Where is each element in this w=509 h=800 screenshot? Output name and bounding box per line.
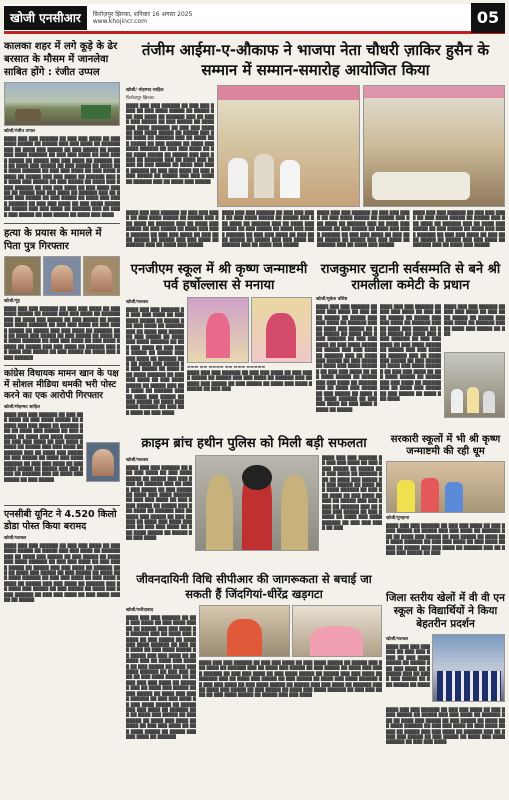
headline-father-son-arrest: हत्या के प्रयास के मामले में पिता पुत्र गिरफ्तार xyxy=(4,228,102,252)
sarkari-section xyxy=(386,434,505,575)
sports-body-col1: ████ ███ ███ ██████ ██ ███ ███ ████ ██ ███ ████ █████ ██ █████ ███ ███ ████ ██ ██████ ███ ██ ████ ███ █████ ██ ███ █████ ██ ████ xyxy=(386,644,430,687)
janmashtami-body-text-2: ████ ███ ███ ██████ ██ ███ ███ ████ ██ ███ ████ █████ ██ █████ ███ ███ ████ ██ ██████ ███ ██ ████ ███ █████ ██ ███ █████ ██ ████ ███ ████ ██████ ██ ███ ███ xyxy=(187,370,312,392)
cpr-photo-2 xyxy=(292,605,383,657)
kalka-garbage-photo xyxy=(4,82,120,126)
congress-body-text: ████ ███ ███ ██████ ██ ███ ███ ████ ██ ███ ████ █████ ██ █████ ███ ███ ████ ██ ██████ ███ ██ ████ ███ █████ ██ ███ █████ ██ ████ ███ ████ ██████ ██ ███ ███ ████ ██ ███ ████ █████ ██ █████ ███ ███ ████ ██ ██████ ███ ██ ████ ███ █████ ██ ███ █████ ██ ████ ███ ████ ██████ ██ ███ ███ ████ ██ ███ ████ █████ ██ █████ ███ ███ ████ ██ ██████ ███ ██ ████ ███ █████ ██ ███ █████ xyxy=(4,412,83,482)
sarkari-byline: खोजी/पुनहाना xyxy=(386,516,410,521)
arrest-body-text: ████ ███ ███ ██████ ██ ███ ███ ████ ██ ███ ████ █████ ██ █████ ███ ███ ████ ██ ██████ ███ ██ ████ ███ █████ ██ ███ █████ ██ ████ ███ ████ ██████ ██ ███ ███ ████ ██ ███ ████ █████ ██ █████ ███ ███ ████ ██ ██████ ███ ██ ████ ███ █████ ██ ███ █████ ██ ████ ███ ████ ██████ ██ ███ ███ ████ ██ ███ ████ █████ ██ █████ ███ ███ ████ ██ ██████ ███ ██ ████ ███ █████ ██ ███ █████ ██ ████ ███ ████ ██████ xyxy=(4,306,120,360)
sarkari-body-text: ████ ███ ███ ██████ ██ ███ ███ ████ ██ ███ ████ █████ ██ █████ ███ ███ ████ ██ ██████ ███ ██ ████ ███ █████ ██ ███ █████ ██ ████ ███ ████ ██████ ██ ███ ███ ████ ██ ███ ████ █████ ██ █████ ███ ███ ████ ██ ██████ ███ ██ ████ ███ █████ ██ ███ xyxy=(386,523,505,556)
ramleela-body-col3: ████ ███ ███ ██████ ██ ███ ███ ████ ██ ███ ████ █████ ██ █████ ███ ███ ████ ██ ██████ ███ ██ ████ ███ █████ ██ ███ xyxy=(444,304,505,337)
sarkari-photo xyxy=(386,461,505,513)
ramleela-section xyxy=(316,262,505,420)
main-body-col3: ████ ███ ███ ██████ ██ ███ ███ ████ ██ ███ ████ █████ ██ █████ ███ ███ ████ ██ ██████ ███ ██ ████ ███ █████ ██ ███ █████ ██ ████ ███ ████ ██████ ██ ███ ███ ████ ██ ███ ████ █████ ██ █████ ███ ███ ████ ██ ██████ ███ ██ ████ ███ █████ xyxy=(221,210,314,248)
ncb-body-text: ████ ███ ███ ██████ ██ ███ ███ ████ ██ ███ ████ █████ ██ █████ ███ ███ ████ ██ ██████ ███ ██ ████ ███ █████ ██ ███ █████ ██ ████ ███ ████ ██████ ██ ███ ███ ████ ██ ███ ████ █████ ██ █████ ███ ███ ████ ██ ██████ ███ ██ ████ ███ █████ ██ ███ █████ ██ ████ ███ ████ ██████ ██ ███ ███ ████ ██ ███ ████ █████ ██ █████ ███ ███ ████ ██ ██████ ███ ██ ████ ███ █████ ██ ███ █████ ██ ████ ███ ████ ██████ ██ ███ ███ ████ ██ ███ ████ █████ ██ █████ xyxy=(4,543,120,603)
cpr-headline: जीवनदायिनी विधि सीपीआर की जागरूकता से बचाई जा सकती हैं जिंदगियां-धीरेंद्र खड़गटा xyxy=(136,572,372,601)
arrest-byline: खोजी/नूंह xyxy=(4,299,20,304)
janmashtami-photo-2 xyxy=(251,297,313,363)
ramleela-headline: राजकुमार चुटानी सर्वसम्मति से बने श्री रामलीला कमेटी के प्रधान xyxy=(320,262,501,293)
sports-byline: खोजी/पलवल xyxy=(386,637,409,642)
accused-photo-1 xyxy=(4,256,41,296)
janmashtami-body-text: ████ ███ ███ ██████ ██ ███ ███ ████ ██ ███ ████ █████ ██ █████ ███ ███ ████ ██ ██████ ███ ██ ████ ███ █████ ██ ███ █████ ██ ████ ███ ████ ██████ ██ ███ ███ ████ ██ ███ ████ █████ ██ █████ ███ ███ ████ ██ ██████ ███ ██ ████ ███ █████ ██ ███ █████ ██ ████ ███ ████ ██████ ██ ███ ███ ████ ██ ███ ████ █████ ██ █████ ███ ███ ████ ██ ██████ ███ ██ ████ ███ █████ ██ ███ █████ ██ ████ ███ ████ ██████ ██ ███ ███ ████ ██ ███ ████ xyxy=(126,307,184,415)
cpr-photo-1 xyxy=(199,605,290,657)
sarkari-headline: सरकारी स्कूलों में भी श्री कृष्ण जन्माष्टमी की रही धूम xyxy=(390,434,501,457)
main-ceremony-photo-2 xyxy=(363,85,506,207)
website-line: www.khojincr.com xyxy=(92,17,147,25)
sports-body-col2: ████ ███ ███ ██████ ██ ███ ███ ████ ██ ███ ████ █████ ██ █████ ███ ███ ████ ██ ██████ ███ ██ ████ ███ █████ ██ ███ █████ ██ ████ ███ ████ ██████ ██ ███ ███ ████ ██ ███ ████ █████ ██ █████ ███ ███ ████ ██ ██████ ███ ██ ████ ███ █████ ██ ███ █████ ██ ████ ███ ████ ██████ ██ ███ ███ ████ xyxy=(386,707,505,745)
sports-team-photo xyxy=(432,634,505,702)
crime-section xyxy=(126,436,382,553)
congress-byline: खोजी/मोहम्मद साहिल xyxy=(4,405,41,410)
headline-congress-post: कांग्रेस विधायक मामन खान के पक्ष में सोशल मीडिया धमकी भरी पोस्ट करने का एक आरोपी गिरफ्तार xyxy=(4,369,119,401)
kalka-body-text: ████ ███ ███ ██████ ██ ███ ███ ████ ██ ███ ████ █████ ██ █████ ███ ███ ████ ██ ██████ ███ ██ ████ ███ █████ ██ ███ █████ ██ ████ ███ ████ ██████ ██ ███ ███ ████ ██ ███ ████ █████ ██ █████ ███ ███ ████ ██ ██████ ███ ██ ████ ███ █████ ██ ███ █████ ██ ████ ███ ████ ██████ ██ ███ ███ ████ ██ ███ ████ █████ ██ █████ ███ ███ ████ ██ ██████ ███ ██ ████ ███ █████ ██ ███ █████ ██ ████ ███ ████ ██████ ██ ███ ███ ████ ██ ███ ████ █████ ██ █████ ███ ███ ████ ██ ██████ ███ ██ ████ ███ █████ ██ ███ █████ ██ ████ ███ ████ ██████ ██ ███ ███ ████ ██ ███ ████ █████ ██ █████ ███ ███ ████ ██ ██████ ███ ██ ████ ███ █████ ██ ███ █████ ██ ████ ███ ████ xyxy=(4,136,120,217)
page-number: 05 xyxy=(471,3,505,33)
janmashtami-byline: खोजी/पलवल xyxy=(126,300,149,305)
cpr-byline: खोजी/फरीदाबाद xyxy=(126,608,154,613)
masthead xyxy=(4,4,505,34)
headline-ncb-doda: एनसीबी यूनिट ने 4.520 किलो डोडा पोस्त किया बरामद xyxy=(4,509,117,532)
main-story xyxy=(126,85,505,258)
accused-photo-2 xyxy=(43,256,80,296)
janmashtami-photo-1 xyxy=(187,297,249,363)
janmashtami-section xyxy=(126,262,312,421)
crime-headline: क्राइम ब्रांच हथीन पुलिस को मिली बड़ी सफलता xyxy=(141,436,367,451)
sports-section xyxy=(386,592,505,777)
brand-title: खोजी एनसीआर xyxy=(4,6,87,30)
cpr-body-col2: ████ ███ ███ ██████ ██ ███ ███ ████ ██ ███ ████ █████ ██ █████ ███ ███ ████ ██ ██████ ███ ██ ████ ███ █████ ██ ███ █████ ██ ████ ███ ████ ██████ ██ ███ ███ ████ ██ ███ ████ █████ ██ █████ ███ ███ ████ ██ ██████ ███ ██ ████ ███ █████ ██ ███ █████ ██ ████ ███ ████ ██████ ██ ███ ███ ████ ██ ███ ████ █████ ██ █████ ███ ███ ████ ██ ██████ ███ ██ ████ ███ █████ ██ ███ █████ ██ ████ ███ ████ ██████ ██ ███ ███ ████ ██ ███ ████ █████ ██ █████ ███ ███ ████ xyxy=(199,660,382,698)
crime-byline: खोजी/पलवल xyxy=(126,458,149,463)
ramleela-body-col2: ████ ███ ███ ██████ ██ ███ ███ ████ ██ ███ ████ █████ ██ █████ ███ ███ ████ ██ ██████ ███ ██ ████ ███ █████ ██ ███ █████ ██ ████ ███ ████ ██████ ██ ███ ███ ████ ██ ███ ████ █████ ██ █████ ███ ███ ████ ██ ██████ ███ ██ ████ ███ █████ ██ ███ █████ ██ ████ ███ ████ ██████ ██ ███ ███ ████ ██ ███ ████ █████ ██ █████ ███ ███ ████ ██ ██████ ███ ██ ████ ███ █████ ██ ███ █████ ██ ████ ███ ████ xyxy=(380,304,441,401)
headline-kalka: कालका शहर में लगे कूड़े के ढेर बरसात के मौसम में जानलेवा साबित होंगे : रंजीत उप्पल xyxy=(4,41,118,78)
congress-accused-photo xyxy=(86,442,120,482)
main-ceremony-photo-1 xyxy=(217,85,360,207)
main-byline: खोजी/ मोहम्मद साहिल xyxy=(126,88,164,93)
date-line: फ़िरोज़पुर झिरका, शनिवार 16 अगस्त 2025 xyxy=(92,10,193,18)
janmashtami-caption: ▬▬▬ ▬▬ ▬▬▬▬ ▬▬ ▬▬▬ ▬▬▬▬▬ xyxy=(187,364,266,369)
cpr-body-col1: ████ ███ ███ ██████ ██ ███ ███ ████ ██ ███ ████ █████ ██ █████ ███ ███ ████ ██ ██████ ███ ██ ████ ███ █████ ██ ███ █████ ██ ████ ███ ████ ██████ ██ ███ ███ ████ ██ ███ ████ █████ ██ █████ ███ ███ ████ ██ ██████ ███ ██ ████ ███ █████ ██ ███ █████ ██ ████ ███ ████ ██████ ██ ███ ███ ████ ██ ███ ████ █████ ██ █████ ███ ███ ████ ██ ██████ ███ ██ ████ ███ █████ ██ ███ █████ ██ ████ ███ ████ ██████ ██ ███ ███ ████ ██ ███ ████ █████ ██ █████ ███ ███ ████ ██ ██████ ███ ██ ████ ███ █████ ██ ███ █████ ██ ████ ███ ████ ██████ ██ ███ ███ ████ ██ ███ ████ █████ ██ █████ ███ ███ ████ ██ ██████ xyxy=(126,615,196,739)
main-body-col5: ████ ███ ███ ██████ ██ ███ ███ ████ ██ ███ ████ █████ ██ █████ ███ ███ ████ ██ ██████ ███ ██ ████ ███ █████ ██ ███ █████ ██ ████ ███ ████ ██████ ██ ███ ███ ████ ██ ███ ████ █████ ██ █████ ███ ███ ████ ██ ██████ ███ ██ ████ ███ █████ xyxy=(412,210,505,248)
cpr-section xyxy=(126,572,382,783)
masthead-info xyxy=(93,11,273,25)
sports-headline: जिला स्तरीय खेलों में वी वी एन स्कूल के विद्यार्थियों ने किया बेहतरीन प्रदर्शन xyxy=(386,592,505,630)
janmashtami-headline: एनजीएम स्कूल में श्री कृष्ण जन्माष्टमी पर्व हर्षोल्लास से मनाया xyxy=(130,262,308,293)
main-body-col1: ████ ███ ███ ██████ ██ ███ ███ ████ ██ ███ ████ █████ ██ █████ ███ ███ ████ ██ ██████ ███ ██ ████ ███ █████ ██ ███ █████ ██ ████ ███ ████ ██████ ██ ███ ███ ████ ██ ███ ████ █████ ██ █████ ███ ███ ████ ██ ██████ ███ ██ ████ ███ █████ ██ ███ █████ ██ ████ ███ ████ ██████ ██ ███ ███ ████ ██ ███ ████ █████ ██ █████ ███ ███ ████ ██ ██████ ███ ██ ████ ███ █████ ██ ███ █████ ██ ████ ███ ████ ██████ ██ ███ ███ ████ ██ ███ ████ █████ ██ █████ ███ ███ ████ ██ ██████ ███ ██ ████ ███ █████ xyxy=(126,103,214,184)
main-body-col2: ████ ███ ███ ██████ ██ ███ ███ ████ ██ ███ ████ █████ ██ █████ ███ ███ ████ ██ ██████ ███ ██ ████ ███ █████ ██ ███ █████ ██ ████ ███ ████ ██████ ██ ███ ███ ████ ██ ███ ████ █████ ██ █████ ███ ███ ████ ██ ██████ ███ ██ ████ ███ █████ xyxy=(126,210,219,248)
left-column xyxy=(4,40,120,605)
main-dateline: फ़िरोज़पुर झिरका xyxy=(126,96,154,101)
main-headline: तंजीम आईमा-ए-औकाफ ने भाजपा नेता चौधरी ज़ाकिर हुसैन के सम्मान में सम्मान-समारोह आयोजित किया xyxy=(141,41,490,79)
main-body-col4: ████ ███ ███ ██████ ██ ███ ███ ████ ██ ███ ████ █████ ██ █████ ███ ███ ████ ██ ██████ ███ ██ ████ ███ █████ ██ ███ █████ ██ ████ ███ ████ ██████ ██ ███ ███ ████ ██ ███ ████ █████ ██ █████ ███ ███ ████ ██ ██████ ███ ██ ████ ███ █████ xyxy=(317,210,410,248)
kalka-byline: खोजी/रंजीत उप्पल xyxy=(4,129,35,134)
arrest-photo-row xyxy=(4,256,120,296)
crime-body-col2: ████ ███ ███ ██████ ██ ███ ███ ████ ██ ███ ████ █████ ██ █████ ███ ███ ████ ██ ██████ ███ ██ ████ ███ █████ ██ ███ █████ ██ ████ ███ ████ ██████ ██ ███ ███ ████ ██ ███ ████ █████ ██ █████ ███ ███ ████ ██ ██████ ███ ██ ████ ███ █████ ██ ███ █████ ██ ████ ███ ████ ██████ ██ ███ ███ ████ ██ ███ xyxy=(322,455,382,531)
crime-body-col1: ████ ███ ███ ██████ ██ ███ ███ ████ ██ ███ ████ █████ ██ █████ ███ ███ ████ ██ ██████ ███ ██ ████ ███ █████ ██ ███ █████ ██ ████ ███ ████ ██████ ██ ███ ███ ████ ██ ███ ████ █████ ██ █████ ███ ███ ████ ██ ██████ ███ ██ ████ ███ █████ ██ ███ █████ ██ ████ ███ ████ ██████ ██ ███ ███ ████ ██ ███ ████ █████ ██ █████ ███ ███ ████ xyxy=(126,465,192,541)
crime-arrest-photo xyxy=(195,455,319,551)
ncb-byline: खोजी/पलवल xyxy=(4,536,27,541)
ramleela-body-col1: ████ ███ ███ ██████ ██ ███ ███ ████ ██ ███ ████ █████ ██ █████ ███ ███ ████ ██ ██████ ███ ██ ████ ███ █████ ██ ███ █████ ██ ████ ███ ████ ██████ ██ ███ ███ ████ ██ ███ ████ █████ ██ █████ ███ ███ ████ ██ ██████ ███ ██ ████ ███ █████ ██ ███ █████ ██ ████ ███ ████ ██████ ██ ███ ███ ████ ██ ███ ████ █████ ██ █████ ███ ███ ████ ██ ██████ ███ ██ ████ ███ █████ ██ ███ █████ ██ ████ ███ ████ ██████ ██ ███ ███ ████ ██ ███ ████ █████ ██ █████ xyxy=(316,304,377,412)
ramleela-committee-photo xyxy=(444,352,505,418)
police-photo xyxy=(83,256,120,296)
ramleela-byline: खोजी/मुकेश वशिष्ठ xyxy=(316,297,348,302)
